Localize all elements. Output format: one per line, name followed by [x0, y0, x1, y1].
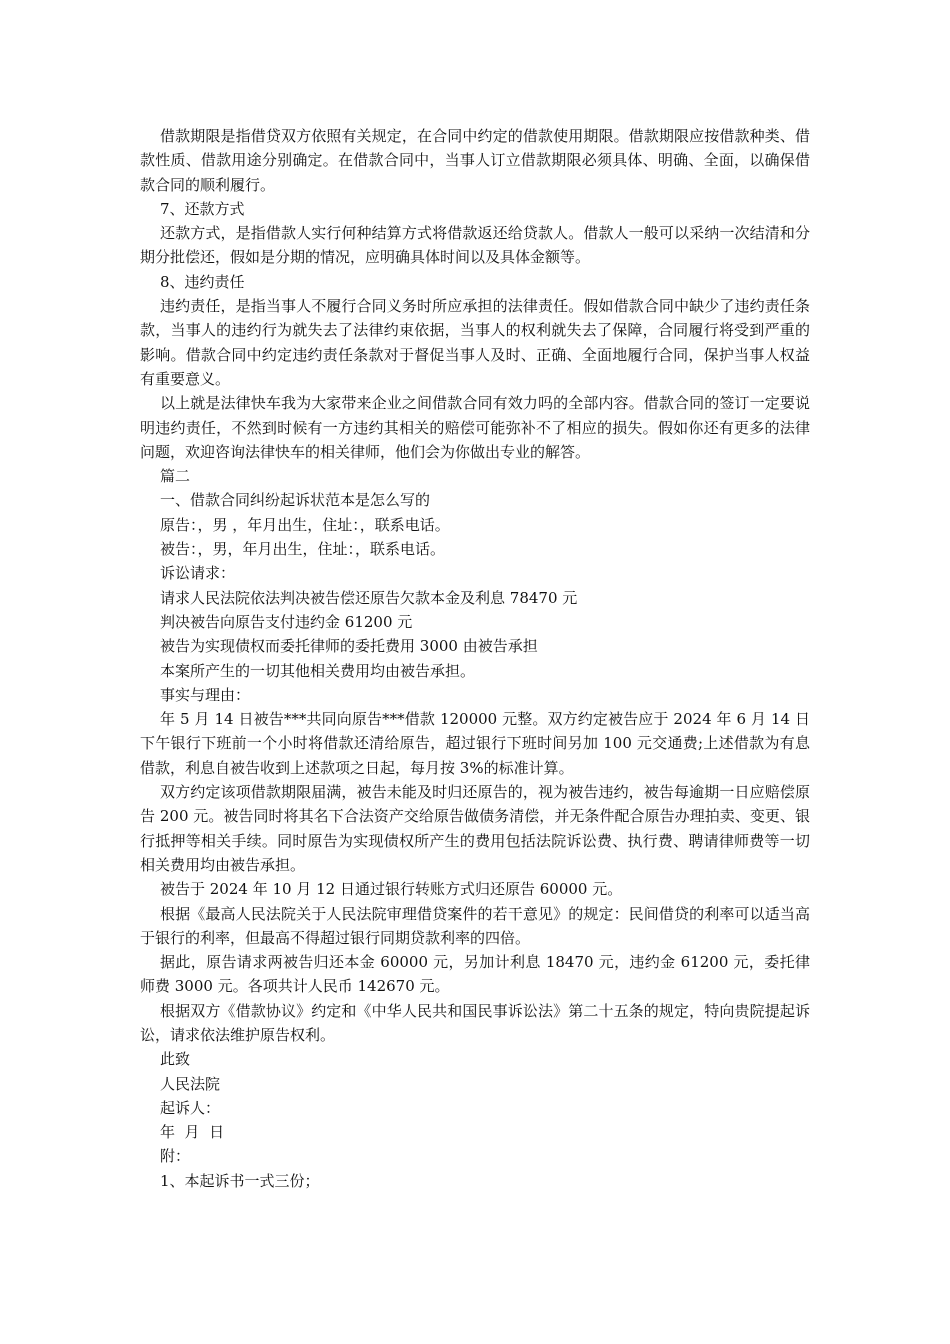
- closing-salutation: 此致: [160, 1050, 191, 1069]
- paragraph-summary: 以上就是法律快车我为大家带来企业之间借款合同有效力吗的全部内容。借款合同的签订一定要说明违约责任，不然到时候有一方违约其相关的赔偿可能弥补不了相应的损失。假如你还有更多的法律问题，欢迎咨询法律快车的相关律师，他们会为你做出专业的解答。: [140, 394, 810, 461]
- facts-paragraph: 根据双方《借款协议》约定和《中华人民共和国民事诉讼法》第二十五条的规定，特向贵院提起诉讼，请求依法维护原告权利。: [140, 1001, 810, 1044]
- paragraph-repayment-method: 还款方式，是指借款人实行何种结算方式将借款返还给贷款人。借款人一般可以采纳一次结清和分期分批偿还，假如是分期的情况，应明确具体时间以及具体金额等。: [140, 224, 810, 267]
- heading-repayment-method: 7、还款方式: [160, 199, 245, 218]
- defendant-line: 被告：，男，年月出生，住址：，联系电话。: [160, 540, 446, 559]
- facts-paragraph: 被告于 2024 年 10 月 12 日通过银行转账方式归还原告 60000 元。: [160, 880, 623, 899]
- heading-breach-liability: 8、违约责任: [160, 272, 245, 291]
- facts-paragraph: 根据《最高人民法院关于人民法院审理借贷案件的若干意见》的规定：民间借贷的利率可以适当高于银行的利率，但最高不得超过银行同期贷款利率的四倍。: [140, 904, 810, 947]
- facts-paragraph: 双方约定该项借款期限届满，被告未能及时归还原告的，视为被告违约，被告每逾期一日应赔偿原告 200 元。被告同时将其名下合法资产交给原告做债务清偿，并无条件配合原告办理拍卖、变更、银行抵押等相关手续。同时原告为实现债权所产生的费用包括法院诉讼费、执行费、聘请律师费等一切相关费用均由被告承担。: [140, 783, 810, 874]
- court-name: 人民法院: [160, 1074, 221, 1093]
- heading-complaint-template: 一、借款合同纠纷起诉状范本是怎么写的: [160, 491, 431, 510]
- document-page: [140, 124, 810, 1193]
- attachment-heading: 附：: [160, 1147, 191, 1166]
- facts-heading: 事实与理由：: [160, 685, 251, 704]
- plaintiff-line: 原告：，男 ，年月出生，住址：，联系电话。: [160, 515, 450, 534]
- claim-item: 请求人民法院依法判决被告偿还原告欠款本金及利息 78470 元: [160, 588, 578, 607]
- claim-item: 判决被告向原告支付违约金 61200 元: [160, 612, 413, 631]
- claim-item: 本案所产生的一切其他相关费用均由被告承担。: [160, 661, 476, 680]
- paragraph-breach-liability: 违约责任，是指当事人不履行合同义务时所应承担的法律责任。假如借款合同中缺少了违约责任条款，当事人的违约行为就失去了法律约束依据，当事人的权利就失去了保障，合同履行将受到严重的影响。借款合同中约定违约责任条款对于督促当事人及时、正确、全面地履行合同，保护当事人权益有重要意义。: [140, 297, 810, 388]
- claims-heading: 诉讼请求：: [160, 564, 236, 583]
- date-line: 年 月 日: [160, 1123, 225, 1142]
- facts-paragraph: 据此，原告请求两被告归还本金 60000 元，另加计利息 18470 元，违约金 61200 元，委托律师费 3000 元。各项共计人民币 142670 元。: [140, 953, 810, 996]
- attachment-item: 1、本起诉书一式三份；: [160, 1171, 320, 1190]
- signer-line: 起诉人：: [160, 1098, 221, 1117]
- claim-item: 被告为实现债权而委托律师的委托费用 3000 由被告承担: [160, 637, 538, 656]
- heading-part-two: 篇二: [160, 467, 191, 486]
- paragraph-loan-term: 借款期限是指借贷双方依照有关规定，在合同中约定的借款使用期限。借款期限应按借款种类、借款性质、借款用途分别确定。在借款合同中，当事人订立借款期限必须具体、明确、全面，以确保借款合同的顺利履行。: [140, 127, 810, 194]
- facts-paragraph: 年 5 月 14 日被告***共同向原告***借款 120000 元整。双方约定被告应于 2024 年 6 月 14 日下午银行下班前一个小时将借款还清给原告，超过银行下班时间另加 100 元交通费;上述借款为有息借款，利息自被告收到上述款项之日起，每月按 3%的标准计算。: [140, 710, 810, 777]
